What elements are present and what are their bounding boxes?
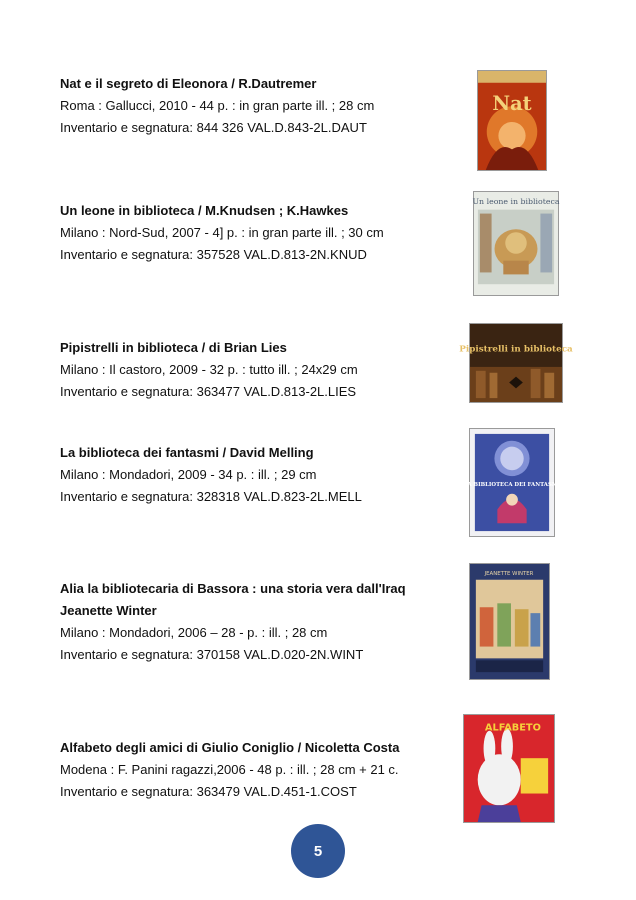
book-entry-1 [60,73,460,139]
book-inventory: Inventario e segnatura: 357528 VAL.D.813-2N.KNUD [60,247,367,262]
cover-title: Pipistrelli in biblioteca [459,344,573,355]
book-author: Jeanette Winter [60,603,157,618]
book-publication: Milano : Il castoro, 2009 - 32 p. : tutto ill. ; 24x29 cm [60,362,358,377]
book-entry-6 [60,737,460,803]
book-entry-5 [60,578,460,666]
book-inventory: Inventario e segnatura: 363479 VAL.D.451-1.COST [60,784,357,799]
page-number: 5 [313,842,323,860]
book-cover-alia [469,563,550,680]
cover-title: Nat [492,92,532,116]
cover-title: Un leone in biblioteca [472,196,560,206]
book-cover-leone [473,191,559,296]
book-title: Pipistrelli in biblioteca / di Brian Lies [60,340,287,355]
page-number-badge [291,824,345,878]
book-cover-fantasmi [463,428,561,537]
cover-title: ALFABETO [484,722,541,734]
book-inventory: Inventario e segnatura: 363477 VAL.D.813-2L.LIES [60,384,357,399]
book-title: Nat e il segreto di Eleonora / R.Dautremer [60,76,317,91]
book-publication: Roma : Gallucci, 2010 - 44 p. : in gran parte ill. ; 28 cm [60,98,375,113]
book-title: Alia la bibliotecaria di Bassora : una storia vera dall'Iraq [60,581,406,596]
cover-title: LA BIBLIOTECA DEI FANTASMI [463,481,561,488]
book-cover-alfabeto [463,714,555,823]
book-entry-4 [60,442,460,508]
book-publication: Milano : Mondadori, 2006 – 28 - p. : ill. ; 28 cm [60,625,328,640]
book-inventory: Inventario e segnatura: 844 326 VAL.D.843-2L.DAUT [60,120,367,135]
book-title: Alfabeto degli amici di Giulio Coniglio / Nicoletta Costa [60,740,400,755]
cover-author: JEANETTE WINTER [484,570,534,577]
book-publication: Milano : Mondadori, 2009 - 34 p. : ill. ; 29 cm [60,467,317,482]
book-title: Un leone in biblioteca / M.Knudsen ; K.Hawkes [60,203,349,218]
book-cover-pipistrelli [459,323,573,403]
book-publication: Milano : Nord-Sud, 2007 - 4] p. : in gran parte ill. ; 30 cm [60,225,384,240]
book-inventory: Inventario e segnatura: 370158 VAL.D.020-2N.WINT [60,647,364,662]
book-cover-nat [477,70,547,171]
book-entry-3 [60,337,460,403]
book-title: La biblioteca dei fantasmi / David Melling [60,445,314,460]
book-publication: Modena : F. Panini ragazzi,2006 - 48 p. : ill. ; 28 cm + 21 c. [60,762,399,777]
book-inventory: Inventario e segnatura: 328318 VAL.D.823-2L.MELL [60,489,362,504]
book-entry-2 [60,200,460,266]
